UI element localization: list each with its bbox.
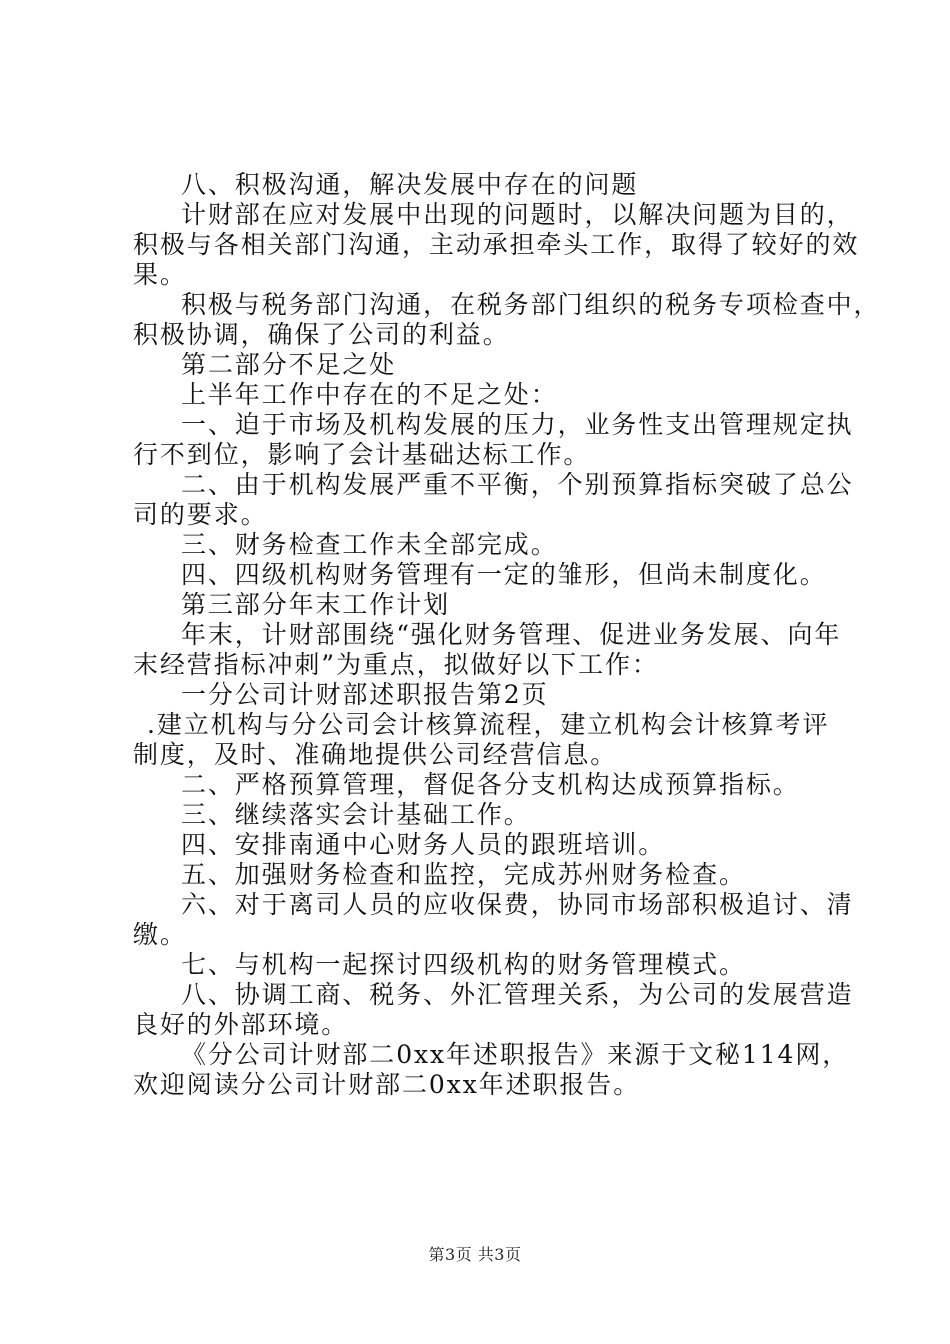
list-item-line: 二、严格预算管理，督促各分支机构达成预算指标。 [181, 770, 800, 799]
paragraph-line: 年末，计财部围绕“强化财务管理、促进业务发展、向年 [181, 620, 842, 649]
paragraph-line: 计财部在应对发展中出现的问题时，以解决问题为目的， [181, 200, 854, 229]
paragraph-line: 末经营指标冲刺”为重点，拟做好以下工作： [133, 650, 659, 679]
part-three-heading: 第三部分年末工作计划 [181, 590, 451, 619]
list-item-line: 缴。 [133, 920, 187, 949]
list-item-line: 一、迫于市场及机构发展的压力，业务性支出管理规定执 [181, 410, 854, 439]
paragraph-line: 上半年工作中存在的不足之处： [181, 380, 558, 409]
list-item-line: 司的要求。 [133, 500, 268, 529]
source-note-line: 《分公司计财部二0xx年述职报告》来源于文秘114网， [181, 1040, 850, 1069]
section-heading-communication: 八、积极沟通，解决发展中存在的问题 [181, 170, 639, 199]
list-item-line: 五、加强财务检查和监控，完成苏州财务检查。 [181, 860, 746, 889]
list-item-line: 行不到位，影响了会计基础达标工作。 [133, 440, 591, 469]
list-item-line: 良好的外部环境。 [133, 1010, 349, 1039]
paragraph-line: 积极与税务部门沟通，在税务部门组织的税务专项检查中， [181, 290, 881, 319]
paragraph-line: 积极与各相关部门沟通，主动承担牵头工作，取得了较好的效 [133, 230, 860, 259]
list-item-line: .建立机构与分公司会计核算流程，建立机构会计核算考评 [147, 710, 830, 739]
document-body [133, 170, 881, 1100]
paragraph-line: 果。 [133, 260, 187, 289]
page-number-footer: 第3页 共3页 [428, 1245, 522, 1264]
paragraph-line: 一分公司计财部述职报告第2页 [181, 680, 549, 709]
list-item-line: 制度，及时、准确地提供公司经营信息。 [133, 740, 618, 769]
list-item-line: 八、协调工商、税务、外汇管理关系，为公司的发展营造 [181, 980, 854, 1009]
paragraph-line: 积极协调，确保了公司的利益。 [133, 320, 510, 349]
list-item-line: 三、继续落实会计基础工作。 [181, 800, 531, 829]
list-item-line: 三、财务检查工作未全部完成。 [181, 530, 558, 559]
part-two-heading: 第二部分不足之处 [181, 350, 397, 379]
list-item-line: 四、四级机构财务管理有一定的雏形，但尚未制度化。 [181, 560, 827, 589]
list-item-line: 七、与机构一起探讨四级机构的财务管理模式。 [181, 950, 746, 979]
list-item-line: 四、安排南通中心财务人员的跟班培训。 [181, 830, 666, 859]
source-note-line: 欢迎阅读分公司计财部二0xx年述职报告。 [133, 1070, 641, 1099]
list-item-line: 二、由于机构发展严重不平衡，个别预算指标突破了总公 [181, 470, 854, 499]
list-item-line: 六、对于离司人员的应收保费，协同市场部积极追讨、清 [181, 890, 854, 919]
